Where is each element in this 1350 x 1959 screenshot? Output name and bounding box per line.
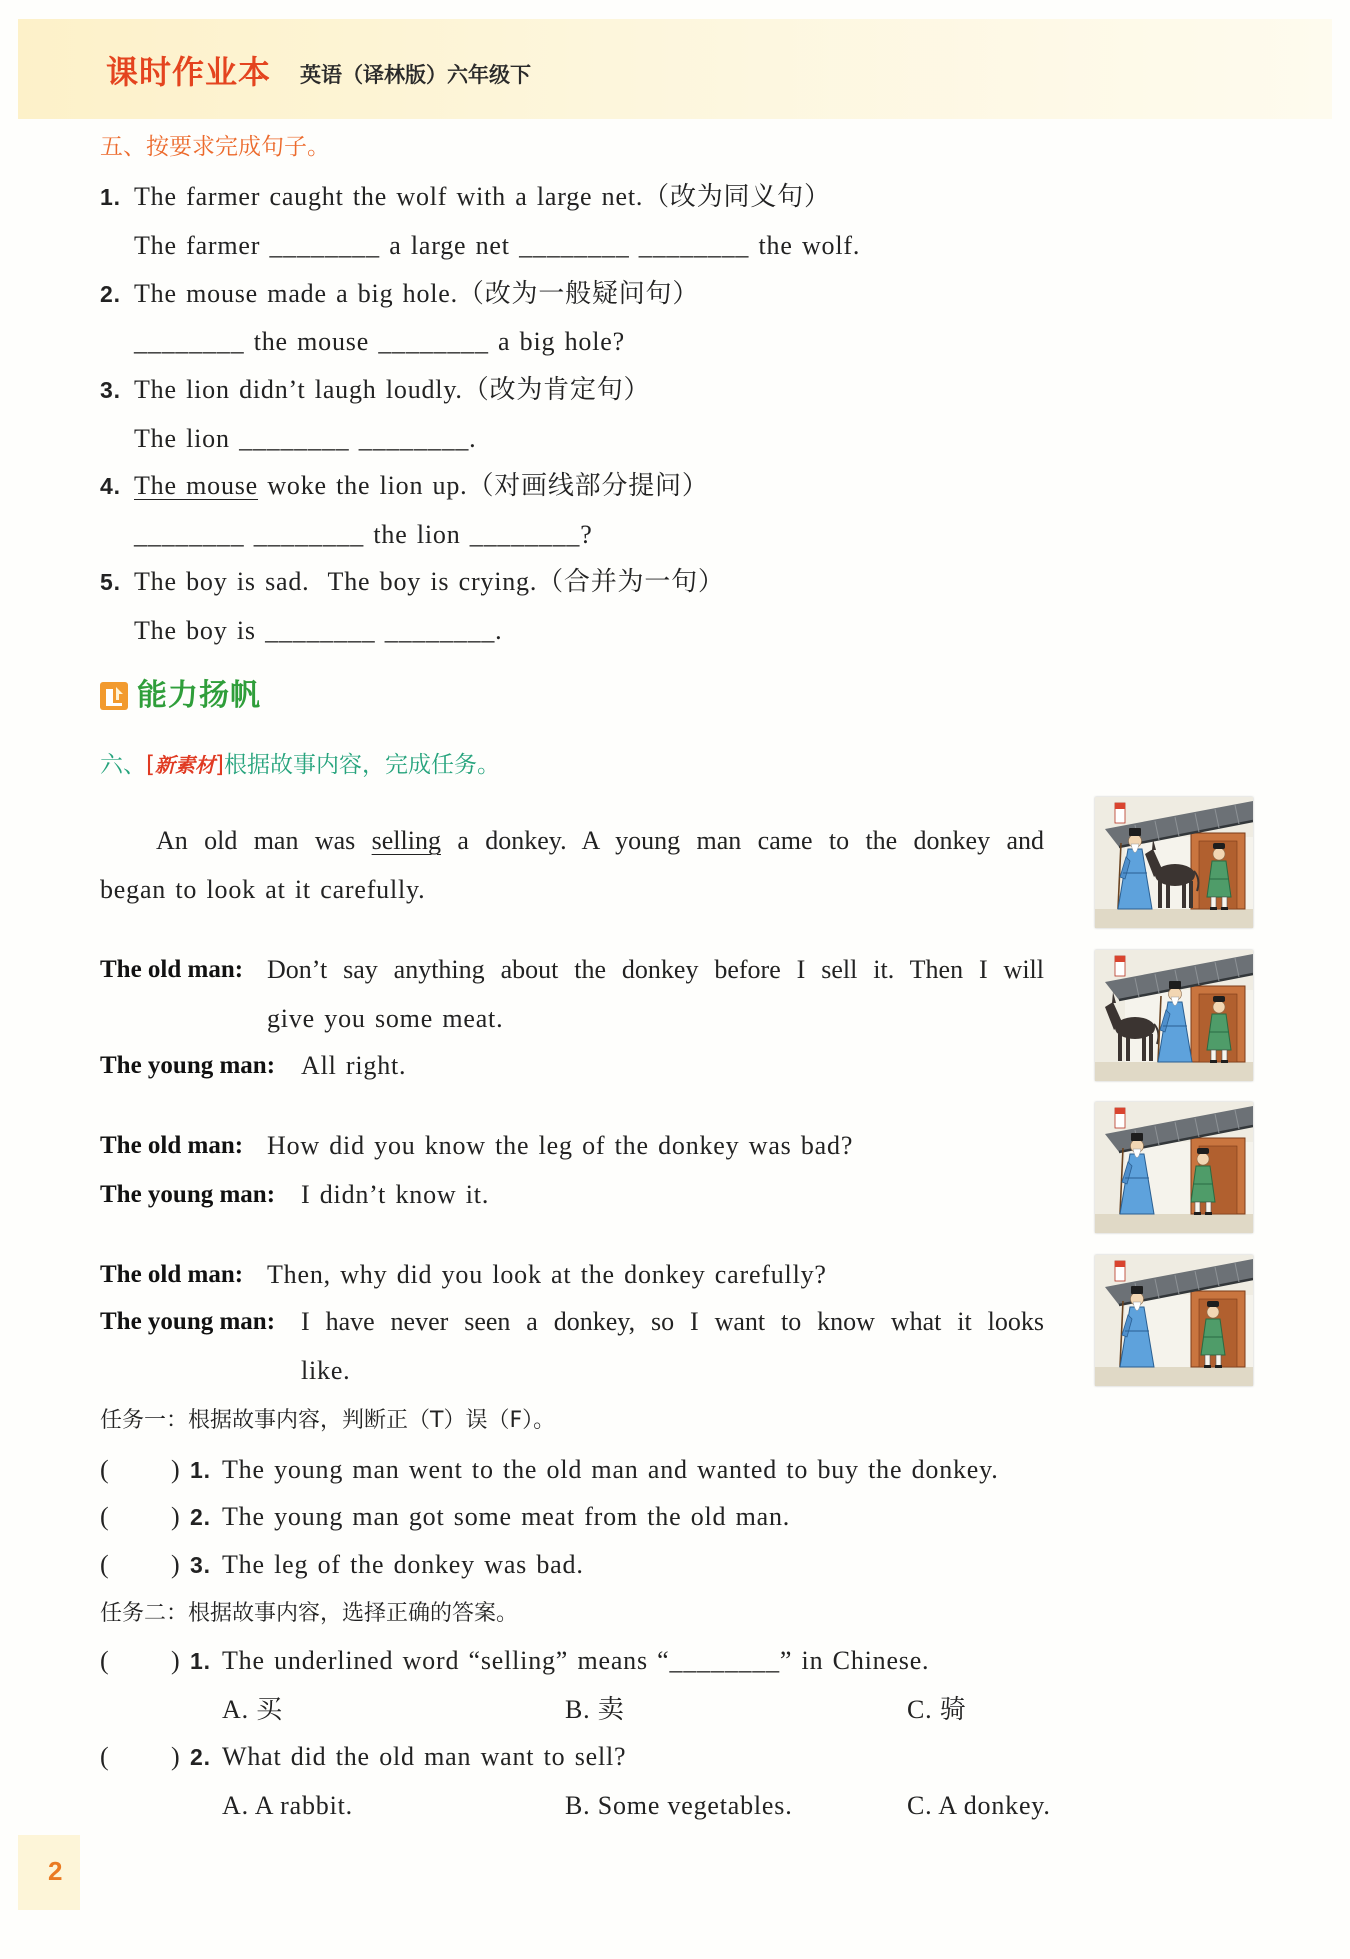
dialogue-line: How did you know the leg of the donkey was bad? xyxy=(267,1131,854,1160)
answer-4: ________ ________ the lion ________? xyxy=(134,520,593,549)
section-6-number: 六、 xyxy=(100,752,146,778)
speaker-young-man: The young man: xyxy=(100,1308,276,1335)
section-6-title xyxy=(100,750,500,780)
true-false-item-2 xyxy=(100,1502,790,1532)
question-2 xyxy=(100,279,699,309)
item-text: The underlined word “selling” means “________” in Chinese. xyxy=(222,1646,930,1675)
story-line-2: began to look at it carefully. xyxy=(100,875,426,904)
ability-section-title: 能力扬帆 xyxy=(137,678,261,713)
question-text: woke the lion up.（对画线部分提问） xyxy=(258,471,709,500)
question-number: 5. xyxy=(100,569,121,595)
underlined-phrase: The mouse xyxy=(134,471,259,500)
tag-bracket-close: ] xyxy=(214,752,224,778)
brand-title: 课时作业本 xyxy=(106,53,272,91)
story-illustration-4 xyxy=(1095,1255,1253,1386)
story-text: a donkey. A young man came to the donkey and xyxy=(440,826,1044,855)
question-text: The boy is sad. The boy is crying.（合并为一句） xyxy=(134,567,725,596)
answer-bracket-close: ) xyxy=(171,1550,181,1579)
underlined-word-selling: selling xyxy=(371,826,441,855)
question-number: 2. xyxy=(100,281,121,307)
answer-5: The boy is ________ ________. xyxy=(134,616,503,645)
task-1-title: 任务一：根据故事内容，判断正（T）误（F）。 xyxy=(100,1408,556,1433)
item-text: The young man went to the old man and wanted to buy the donkey. xyxy=(222,1455,999,1484)
question-number: 4. xyxy=(100,473,121,499)
option-c: C. 骑 xyxy=(907,1695,967,1724)
book-subtitle: 英语（译林版）六年级下 xyxy=(300,63,531,87)
choice-item-2 xyxy=(100,1742,626,1772)
dialogue-line: All right. xyxy=(301,1051,407,1080)
question-text: The lion didn’t laugh loudly.（改为肯定句） xyxy=(134,375,651,404)
option-c: C. A donkey. xyxy=(907,1791,1051,1820)
speaker-old-man: The old man: xyxy=(100,1261,244,1288)
item-text: What did the old man want to sell? xyxy=(222,1742,627,1771)
story-text: An old man was xyxy=(156,826,372,855)
dialogue-line: I didn’t know it. xyxy=(301,1180,490,1209)
speaker-old-man: The old man: xyxy=(100,1132,244,1159)
item-number: 3. xyxy=(190,1552,211,1578)
answer-bracket-close: ) xyxy=(171,1455,181,1484)
true-false-item-3 xyxy=(100,1550,584,1580)
dialogue-line: give you some meat. xyxy=(267,1004,504,1033)
item-text: The leg of the donkey was bad. xyxy=(222,1550,584,1579)
option-b: B. Some vegetables. xyxy=(565,1791,793,1820)
tag-bracket-open: [ xyxy=(146,752,155,778)
question-5 xyxy=(100,567,725,597)
dialogue-line: Then, why did you look at the donkey carefully? xyxy=(267,1260,827,1289)
answer-bracket-open: ( xyxy=(100,1455,110,1484)
item-number: 1. xyxy=(190,1457,211,1483)
answer-bracket-close: ) xyxy=(171,1502,181,1531)
answer-bracket-open: ( xyxy=(100,1550,110,1579)
answer-bracket-open: ( xyxy=(100,1646,110,1675)
task-2-title: 任务二：根据故事内容，选择正确的答案。 xyxy=(100,1601,519,1626)
dialogue-line: like. xyxy=(301,1356,351,1385)
speaker-young-man: The young man: xyxy=(100,1181,276,1208)
answer-2: ________ the mouse ________ a big hole? xyxy=(134,327,625,356)
option-b: B. 卖 xyxy=(565,1695,625,1724)
answer-bracket-open: ( xyxy=(100,1502,110,1531)
building-background xyxy=(1095,1255,1253,1386)
item-number: 2. xyxy=(190,1744,211,1770)
story-illustration-2 xyxy=(1095,950,1253,1081)
question-3 xyxy=(100,375,650,405)
option-a: A. A rabbit. xyxy=(222,1791,353,1820)
section-6-instruction: 根据故事内容，完成任务。 xyxy=(223,752,500,778)
new-material-tag: 新素材 xyxy=(154,753,215,777)
page-number: 2 xyxy=(48,1856,63,1886)
speaker-young-man: The young man: xyxy=(100,1052,276,1079)
answer-1: The farmer ________ a large net ________ ________ the wolf. xyxy=(134,231,861,260)
option-a: A. 买 xyxy=(222,1695,283,1724)
dialogue-line: I have never seen a donkey, so I want to know what it looks xyxy=(301,1307,1044,1336)
story-line-1 xyxy=(156,826,1044,856)
true-false-item-1 xyxy=(100,1455,999,1485)
item-text: The young man got some meat from the old man. xyxy=(222,1502,791,1531)
question-text: The mouse made a big hole.（改为一般疑问句） xyxy=(134,279,700,308)
question-text: The farmer caught the wolf with a large net.（改为同义句） xyxy=(134,182,831,211)
item-number: 1. xyxy=(190,1648,211,1674)
story-illustration-1 xyxy=(1095,797,1253,928)
answer-bracket-close: ) xyxy=(171,1742,181,1771)
question-4 xyxy=(100,471,709,501)
question-number: 1. xyxy=(100,184,121,210)
building-background xyxy=(1095,1102,1253,1233)
dialogue-line: Don’t say anything about the donkey before I sell it. Then I will xyxy=(267,955,1044,984)
answer-3: The lion ________ ________. xyxy=(134,424,477,453)
question-number: 3. xyxy=(100,377,121,403)
answer-bracket-close: ) xyxy=(171,1646,181,1675)
item-number: 2. xyxy=(190,1504,211,1530)
section-5-title: 五、按要求完成句子。 xyxy=(100,134,330,160)
story-illustration-3 xyxy=(1095,1102,1253,1233)
choice-item-1 xyxy=(100,1646,929,1676)
answer-bracket-open: ( xyxy=(100,1742,110,1771)
ability-section-icon xyxy=(99,681,129,711)
speaker-old-man: The old man: xyxy=(100,956,244,983)
question-1 xyxy=(100,182,831,212)
